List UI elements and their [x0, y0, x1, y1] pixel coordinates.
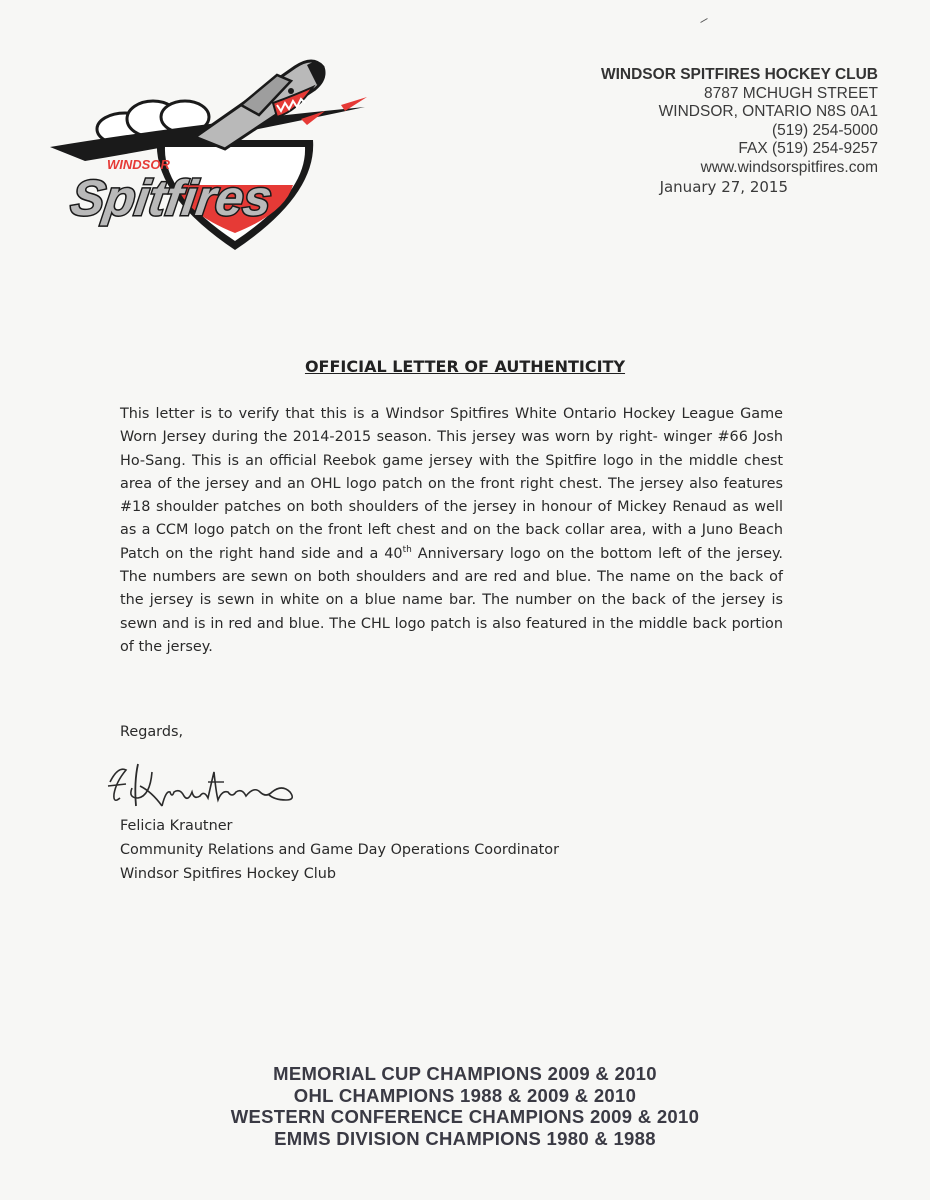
letter-body	[120, 403, 783, 659]
street-address: 8787 MCHUGH STREET	[704, 84, 878, 102]
signer-title: Community Relations and Game Day Operations Coordinator	[120, 842, 560, 858]
championships-footer	[0, 1063, 930, 1149]
website: www.windsorspitfires.com	[700, 158, 878, 176]
letter-title: OFFICIAL LETTER OF AUTHENTICITY	[304, 357, 626, 376]
club-name: WINDSOR SPITFIRES HOCKEY CLUB	[600, 66, 878, 83]
logo-spitfires-text: Spitfires	[67, 170, 276, 226]
signer-name: Felicia Krautner	[120, 818, 233, 834]
champ-line-memorial-cup: MEMORIAL CUP CHAMPIONS 2009 & 2010	[273, 1063, 657, 1084]
club-address-block	[601, 66, 878, 197]
phone-number: (519) 254-5000	[772, 121, 878, 139]
body-text-part2: Anniversary logo on the bottom left of the jersey. The numbers are sewn on both shoulders and are red and blue. The name on the back of the jersey is sewn in white on a blue name bar. The number on the back of the jersey is sewn and is in red and blue. The CHL logo patch is also featured in the middle back portion of the jersey.	[120, 545, 783, 655]
handwritten-signature	[104, 752, 304, 814]
body-text-part1: This letter is to verify that this is a Windsor Spitfires White Ontario Hockey League Game Worn Jersey during the 2014-2015 season. This jersey was worn by right- winger #66 Josh Ho-Sang. This is an official Reebok game jersey with the Spitfire logo in the middle chest area of the jersey and an OHL logo patch on the front right chest. The jersey also features #18 shoulder patches on both shoulders of the jersey in honour of Mickey Renaud as well as a CCM logo patch on the front left chest and on the back collar area, with a Juno Beach Patch on the right hand side and a 40	[120, 406, 783, 562]
body-superscript: th	[402, 544, 412, 555]
signer-organization: Windsor Spitfires Hockey Club	[120, 866, 337, 882]
champ-line-ohl: OHL CHAMPIONS 1988 & 2009 & 2010	[293, 1084, 637, 1106]
letter-date: January 27, 2015	[659, 178, 788, 196]
city-address: WINDSOR, ONTARIO N8S 0A1	[658, 103, 878, 120]
fax-number: FAX (519) 254-9257	[738, 140, 878, 157]
spitfires-logo	[45, 45, 375, 255]
signer-block	[120, 814, 559, 886]
pen-mark	[700, 18, 707, 23]
logo-windsor-text: WINDSOR	[107, 157, 170, 172]
closing: Regards,	[120, 724, 184, 740]
champ-line-emms-division: EMMS DIVISION CHAMPIONS 1980 & 1988	[274, 1127, 656, 1149]
champ-line-western-conference: WESTERN CONFERENCE CHAMPIONS 2009 & 2010	[230, 1106, 700, 1127]
